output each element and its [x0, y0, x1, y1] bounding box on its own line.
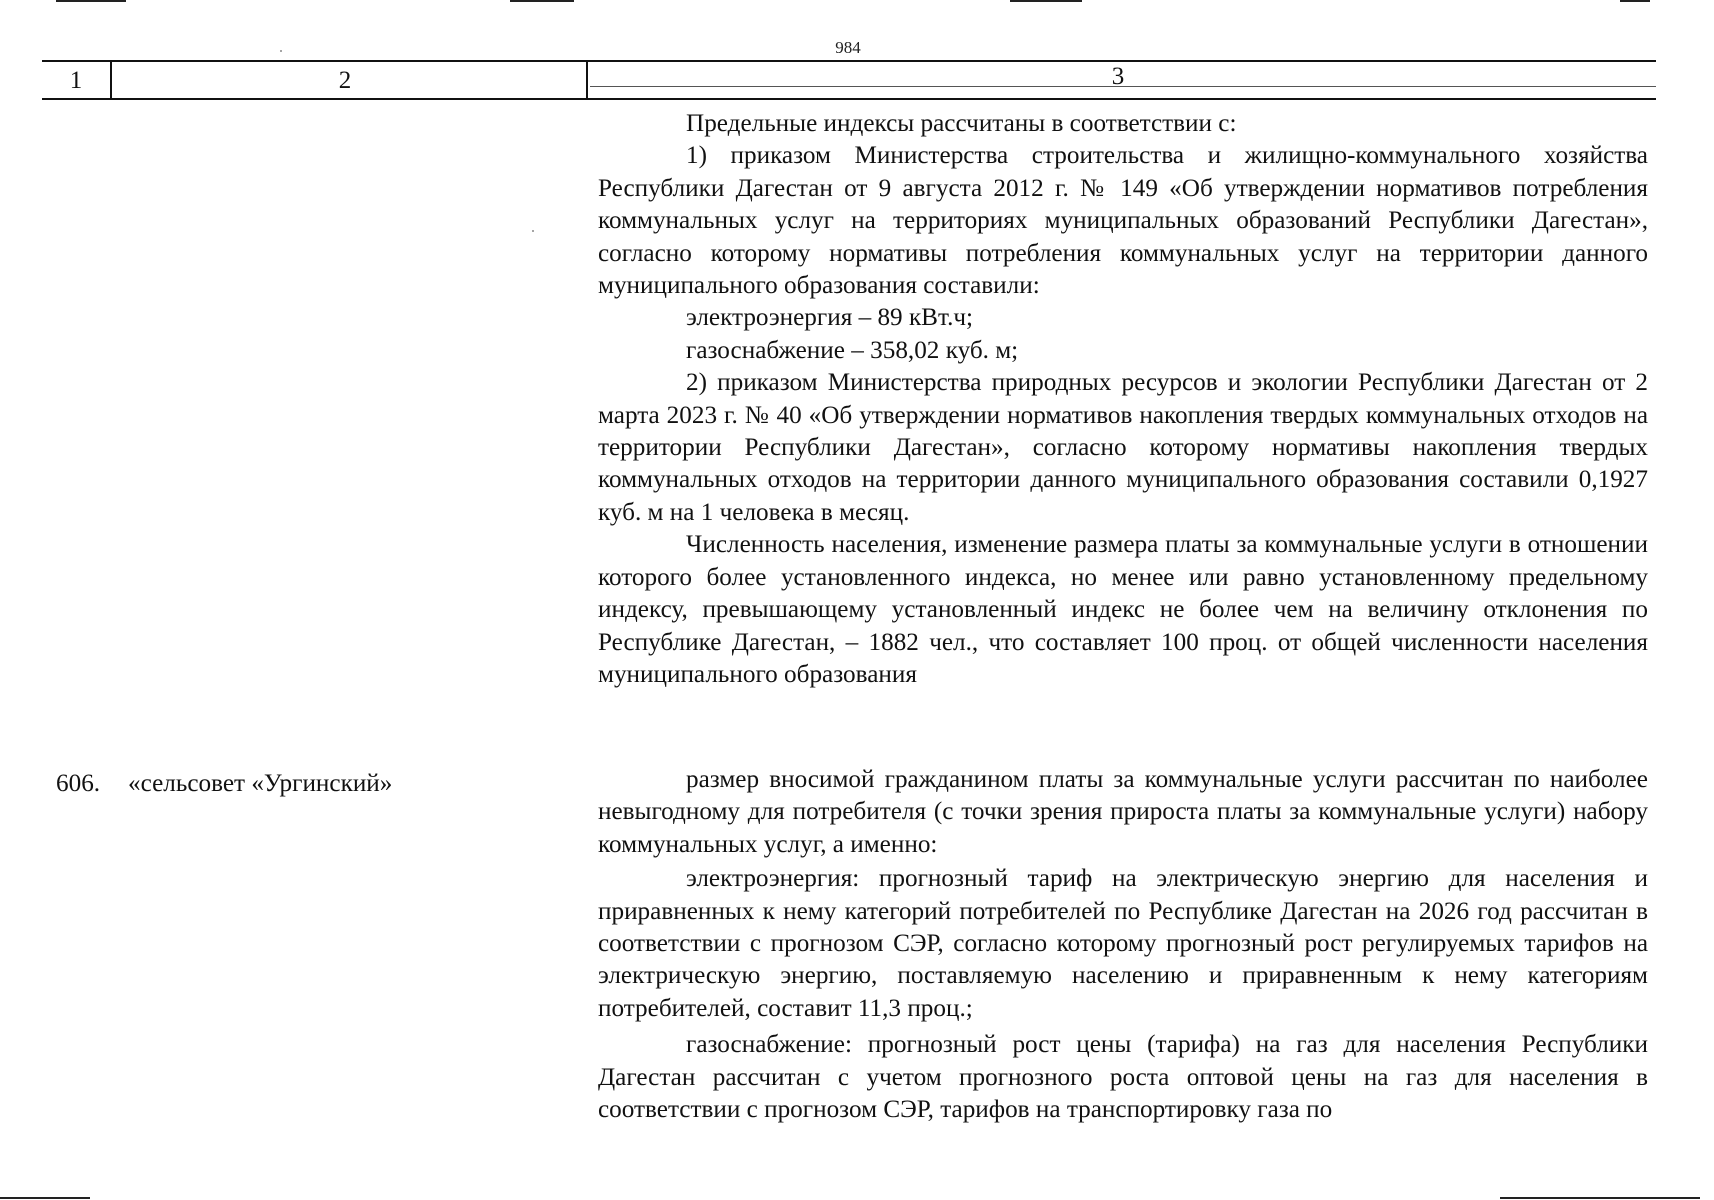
paragraph: 2) приказом Министерства природных ресурсов и экологии Республики Дагестан от 2 марта 2023 г. № 40 «Об утверждении нормативов накопления твердых коммунальных отходов на территории Республики Дагестан», согласно которому нормативы накопления твердых коммунальных отходов на территории данного муниципального образования составили 0,1927 куб. м на 1 человека в месяц.: [598, 369, 1648, 526]
paragraph: электроэнергия: прогнозный тариф на электрическую энергию для населения и приравненных к нему категорий потребителей по Республике Дагестан на 2026 год рассчитан в соответствии с прогнозом СЭР, согласно которому прогнозный рост регулируемых тарифов на электрическую энергию, поставляемую населению и приравненным к нему категориям потребителей, составит 11,3 проц.;: [598, 865, 1648, 1022]
scan-edge-line: [0, 1197, 90, 1199]
paragraph: размер вносимой гражданином платы за коммунальные услуги рассчитан по наиболее невыгодному для потребителя (с точки зрения прироста платы за коммунальные услуги) набору коммунальных услуг, а именно:: [598, 766, 1648, 858]
column-number-2: 2: [338, 67, 352, 94]
scan-edge-line: [56, 0, 126, 2]
scan-edge-line: [1010, 0, 1082, 2]
table-divider: [586, 60, 588, 100]
scan-edge-line: [1500, 1197, 1700, 1199]
row-606-description: [598, 764, 1648, 1126]
paragraph: электроэнергия – 89 кВт.ч;: [686, 304, 974, 332]
table-divider: [110, 60, 112, 100]
paragraph: 1) приказом Министерства строительства и жилищно-коммунального хозяйства Республики Дагестан от 9 августа 2012 г. № 149 «Об утверждении нормативов потребления коммунальных услуг на территориях муниципальных образований Республики Дагестан», согласно которому нормативы потребления коммунальных услуг на территории данного муниципального образования составили:: [598, 142, 1648, 300]
table-top-rule: [42, 60, 1656, 62]
paragraph: газоснабжение – 358,02 куб. м;: [686, 336, 1019, 364]
scan-speck: [532, 230, 534, 232]
column-number-1: 1: [69, 67, 83, 94]
page-number: 984: [835, 38, 861, 57]
municipality-name: «сельсовет «Ургинский»: [128, 770, 393, 797]
row-number: 606.: [56, 770, 101, 797]
scan-speck: [280, 50, 282, 52]
row-605-description: [598, 108, 1648, 691]
scan-edge-line: [1620, 0, 1650, 2]
column-number-3: 3: [1111, 63, 1125, 90]
paragraph: Численность населения, изменение размера платы за коммунальные услуги в отношении которого более установленного индекса, но менее или равно установленному предельному индексу, превышающему установленный индекс не более чем на величину отклонения по Республике Дагестан, – 1882 чел., что составляет 100 проц. от общей численности населения муниципального образования: [598, 531, 1648, 688]
paragraph: газоснабжение: прогнозный рост цены (тарифа) на газ для населения Республики Дагестан рассчитан с учетом прогнозного роста оптовой цены на газ для населения в соответствии с прогнозом СЭР, тарифов на транспортировку газа по: [598, 1031, 1648, 1124]
scan-edge-line: [510, 0, 574, 2]
table-bottom-rule: [42, 98, 1656, 100]
paragraph: Предельные индексы рассчитаны в соответствии с:: [686, 110, 1237, 137]
